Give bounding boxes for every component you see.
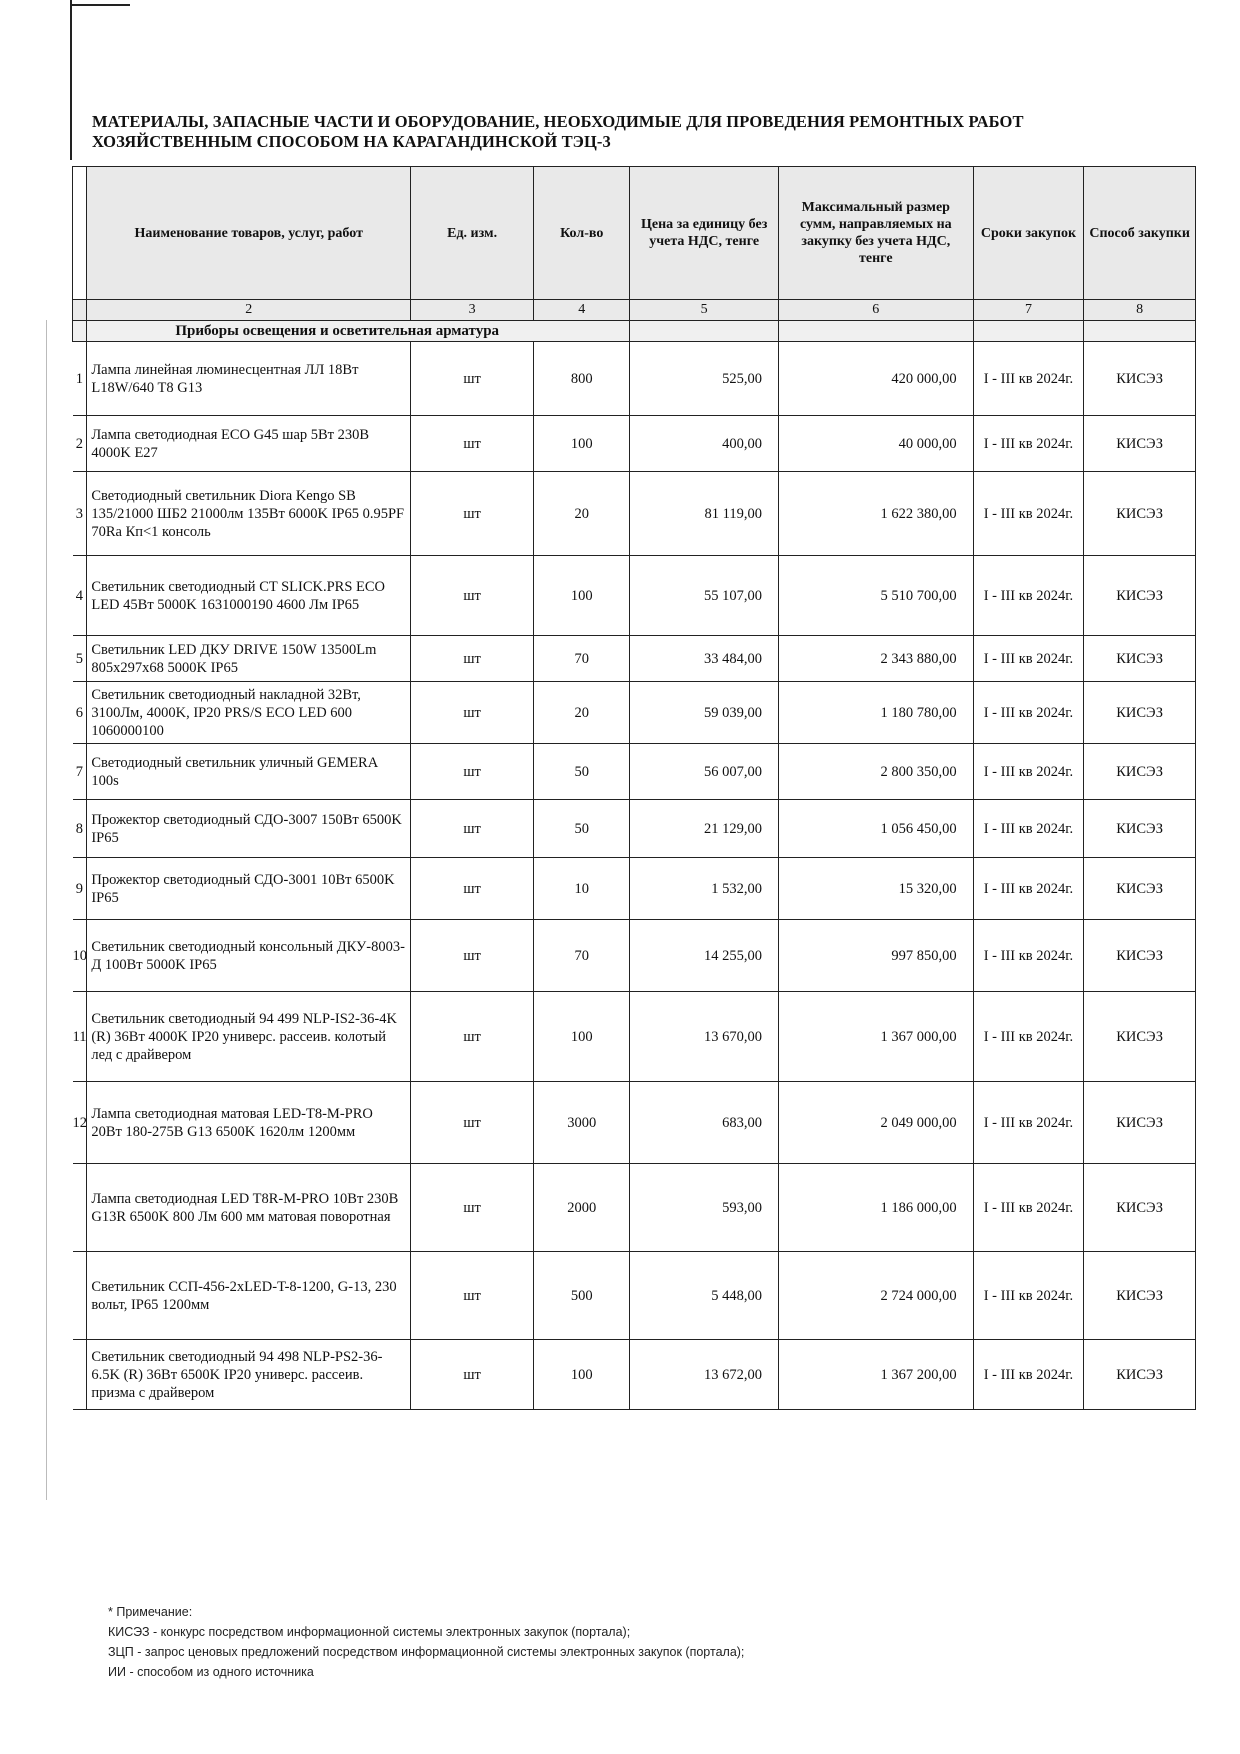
max-sum: 1 186 000,00 — [778, 1164, 973, 1252]
purchase-method: КИСЭЗ — [1084, 556, 1196, 636]
unit: шт — [411, 858, 534, 920]
unit-price: 13 670,00 — [630, 992, 779, 1082]
unit: шт — [411, 342, 534, 416]
table-row — [73, 342, 1196, 416]
quantity: 3000 — [534, 1082, 630, 1164]
purchase-method: КИСЭЗ — [1084, 682, 1196, 744]
quantity: 20 — [534, 682, 630, 744]
header-unit: Ед. изм. — [411, 167, 534, 300]
row-number: 12 — [73, 1082, 87, 1164]
header-name: Наименование товаров, услуг, работ — [87, 167, 411, 300]
item-name: Светильник светодиодный CT SLICK.PRS ECO LED 45Вт 5000K 1631000190 4600 Лм IP65 — [87, 556, 411, 636]
quantity: 10 — [534, 858, 630, 920]
quantity: 2000 — [534, 1164, 630, 1252]
purchase-term: I - III кв 2024г. — [973, 920, 1084, 992]
unit: шт — [411, 682, 534, 744]
table-body — [73, 342, 1196, 1410]
max-sum: 2 343 880,00 — [778, 636, 973, 682]
max-sum: 5 510 700,00 — [778, 556, 973, 636]
row-number: 10 — [73, 920, 87, 992]
table-row — [73, 636, 1196, 682]
quantity: 50 — [534, 800, 630, 858]
quantity: 100 — [534, 556, 630, 636]
row-number: 7 — [73, 744, 87, 800]
purchase-term: I - III кв 2024г. — [973, 858, 1084, 920]
item-name: Лампа линейная люминесцентная ЛЛ 18Вт L18W/640 T8 G13 — [87, 342, 411, 416]
purchase-term: I - III кв 2024г. — [973, 992, 1084, 1082]
table-row — [73, 1252, 1196, 1340]
purchase-term: I - III кв 2024г. — [973, 636, 1084, 682]
page-edge-line — [70, 0, 72, 160]
row-number — [73, 1340, 87, 1410]
purchase-method: КИСЭЗ — [1084, 1340, 1196, 1410]
column-index: 7 — [973, 300, 1084, 321]
table-row — [73, 992, 1196, 1082]
row-number: 8 — [73, 800, 87, 858]
purchase-method: КИСЭЗ — [1084, 744, 1196, 800]
max-sum: 1 367 000,00 — [778, 992, 973, 1082]
item-name: Лампа светодиодная матовая LED-T8-M-PRO 20Вт 180-275В G13 6500K 1620лм 1200мм — [87, 1082, 411, 1164]
header-price: Цена за единицу без учета НДС, тенге — [630, 167, 779, 300]
row-number: 5 — [73, 636, 87, 682]
quantity: 100 — [534, 992, 630, 1082]
quantity: 70 — [534, 636, 630, 682]
purchase-term: I - III кв 2024г. — [973, 342, 1084, 416]
page-edge-line — [70, 4, 130, 6]
table-row — [73, 556, 1196, 636]
table-row — [73, 1164, 1196, 1252]
purchase-method: КИСЭЗ — [1084, 1164, 1196, 1252]
unit-price: 400,00 — [630, 416, 779, 472]
item-name: Светильник светодиодный 94 498 NLP-PS2-36-6.5K (R) 36Вт 6500K IP20 универс. рассеив. призма с драйвером — [87, 1340, 411, 1410]
unit-price: 81 119,00 — [630, 472, 779, 556]
max-sum: 2 800 350,00 — [778, 744, 973, 800]
table-row — [73, 1082, 1196, 1164]
unit: шт — [411, 800, 534, 858]
unit: шт — [411, 992, 534, 1082]
purchase-term: I - III кв 2024г. — [973, 744, 1084, 800]
max-sum: 997 850,00 — [778, 920, 973, 992]
row-number: 9 — [73, 858, 87, 920]
note-line: ИИ - способом из одного источника — [108, 1665, 314, 1679]
max-sum: 1 622 380,00 — [778, 472, 973, 556]
header-num — [73, 167, 87, 300]
table-row — [73, 920, 1196, 992]
purchase-term: I - III кв 2024г. — [973, 800, 1084, 858]
header-max-sum: Максимальный размер сумм, направляемых на закупку без учета НДС, тенге — [778, 167, 973, 300]
row-number — [73, 1164, 87, 1252]
purchase-method: КИСЭЗ — [1084, 858, 1196, 920]
unit-price: 33 484,00 — [630, 636, 779, 682]
purchase-method: КИСЭЗ — [1084, 342, 1196, 416]
unit-price: 525,00 — [630, 342, 779, 416]
unit: шт — [411, 1082, 534, 1164]
table-row — [73, 858, 1196, 920]
column-index: 6 — [778, 300, 973, 321]
column-index: 3 — [411, 300, 534, 321]
unit: шт — [411, 1252, 534, 1340]
max-sum: 1 367 200,00 — [778, 1340, 973, 1410]
header-row — [73, 167, 1196, 300]
item-name: Лампа светодиодная LED T8R-M-PRO 10Вт 230В G13R 6500K 800 Лм 600 мм матовая поворотная — [87, 1164, 411, 1252]
purchase-method: КИСЭЗ — [1084, 920, 1196, 992]
purchase-term: I - III кв 2024г. — [973, 1340, 1084, 1410]
header-method: Способ закупки — [1084, 167, 1196, 300]
purchase-term: I - III кв 2024г. — [973, 1164, 1084, 1252]
purchase-method: КИСЭЗ — [1084, 800, 1196, 858]
note-line: ЗЦП - запрос ценовых предложений посредством информационной системы электронных закупок (портала); — [108, 1645, 745, 1659]
row-number: 4 — [73, 556, 87, 636]
unit-price: 13 672,00 — [630, 1340, 779, 1410]
item-name: Светильник светодиодный 94 499 NLP-IS2-36-4K (R) 36Вт 4000K IP20 универс. рассеив. колотый лед с драйвером — [87, 992, 411, 1082]
purchase-term: I - III кв 2024г. — [973, 472, 1084, 556]
purchase-method: КИСЭЗ — [1084, 1252, 1196, 1340]
document-title — [92, 112, 1172, 152]
unit: шт — [411, 556, 534, 636]
unit-price: 21 129,00 — [630, 800, 779, 858]
unit: шт — [411, 920, 534, 992]
quantity: 100 — [534, 1340, 630, 1410]
purchase-method: КИСЭЗ — [1084, 1082, 1196, 1164]
quantity: 70 — [534, 920, 630, 992]
quantity: 500 — [534, 1252, 630, 1340]
table-row — [73, 1340, 1196, 1410]
quantity: 50 — [534, 744, 630, 800]
footnotes — [108, 1602, 1108, 1682]
column-index-row — [73, 300, 1196, 321]
unit-price: 683,00 — [630, 1082, 779, 1164]
item-name: Светильник светодиодный консольный ДКУ-8003-Д 100Вт 5000K IP65 — [87, 920, 411, 992]
header-qty: Кол-во — [534, 167, 630, 300]
section-row — [73, 321, 1196, 342]
item-name: Прожектор светодиодный СДО-3007 150Вт 6500K IP65 — [87, 800, 411, 858]
row-number: 2 — [73, 416, 87, 472]
unit-price: 5 448,00 — [630, 1252, 779, 1340]
unit: шт — [411, 472, 534, 556]
procurement-table — [72, 166, 1196, 1410]
title-line-2: ХОЗЯЙСТВЕННЫМ СПОСОБОМ НА КАРАГАНДИНСКОЙ ТЭЦ-3 — [92, 132, 611, 151]
purchase-method: КИСЭЗ — [1084, 472, 1196, 556]
table-row — [73, 682, 1196, 744]
max-sum: 1 180 780,00 — [778, 682, 973, 744]
quantity: 20 — [534, 472, 630, 556]
unit-price: 55 107,00 — [630, 556, 779, 636]
row-number: 3 — [73, 472, 87, 556]
row-number: 1 — [73, 342, 87, 416]
column-index: 8 — [1084, 300, 1196, 321]
item-name: Светильник светодиодный накладной 32Вт, 3100Лм, 4000K, IP20 PRS/S ECO LED 600 1060000100 — [87, 682, 411, 744]
item-name: Светильник LED ДКУ DRIVE 150W 13500Lm 805x297x68 5000K IP65 — [87, 636, 411, 682]
max-sum: 420 000,00 — [778, 342, 973, 416]
quantity: 800 — [534, 342, 630, 416]
quantity: 100 — [534, 416, 630, 472]
unit: шт — [411, 1340, 534, 1410]
unit-price: 14 255,00 — [630, 920, 779, 992]
max-sum: 15 320,00 — [778, 858, 973, 920]
item-name: Светодиодный светильник уличный GEMERA 100s — [87, 744, 411, 800]
note-heading: * Примечание: — [108, 1605, 193, 1619]
max-sum: 1 056 450,00 — [778, 800, 973, 858]
unit-price: 56 007,00 — [630, 744, 779, 800]
purchase-term: I - III кв 2024г. — [973, 1082, 1084, 1164]
purchase-method: КИСЭЗ — [1084, 416, 1196, 472]
row-number — [73, 1252, 87, 1340]
table-row — [73, 472, 1196, 556]
note-line: КИСЭЗ - конкурс посредством информационной системы электронных закупок (портала); — [108, 1625, 631, 1639]
item-name: Светодиодный светильник Diora Kengo SB 135/21000 ШБ2 21000лм 135Вт 6000K IP65 0.95PF 70Ra Кп<1 консоль — [87, 472, 411, 556]
max-sum: 2 049 000,00 — [778, 1082, 973, 1164]
column-index: 4 — [534, 300, 630, 321]
unit: шт — [411, 1164, 534, 1252]
page-edge-line — [46, 320, 47, 1500]
section-title: Приборы освещения и осветительная арматура — [87, 321, 630, 342]
unit: шт — [411, 636, 534, 682]
max-sum: 40 000,00 — [778, 416, 973, 472]
column-index: 2 — [87, 300, 411, 321]
purchase-method: КИСЭЗ — [1084, 992, 1196, 1082]
unit-price: 1 532,00 — [630, 858, 779, 920]
purchase-term: I - III кв 2024г. — [973, 416, 1084, 472]
header-term: Сроки закупок — [973, 167, 1084, 300]
item-name: Светильник ССП-456-2xLED-T-8-1200, G-13, 230 вольт, IP65 1200мм — [87, 1252, 411, 1340]
max-sum: 2 724 000,00 — [778, 1252, 973, 1340]
title-line-1: МАТЕРИАЛЫ, ЗАПАСНЫЕ ЧАСТИ И ОБОРУДОВАНИЕ, НЕОБХОДИМЫЕ ДЛЯ ПРОВЕДЕНИЯ РЕМОНТНЫХ РАБОТ — [92, 112, 1024, 131]
table-row — [73, 800, 1196, 858]
unit: шт — [411, 416, 534, 472]
purchase-term: I - III кв 2024г. — [973, 1252, 1084, 1340]
item-name: Прожектор светодиодный СДО-3001 10Вт 6500K IP65 — [87, 858, 411, 920]
unit-price: 59 039,00 — [630, 682, 779, 744]
purchase-method: КИСЭЗ — [1084, 636, 1196, 682]
table-row — [73, 744, 1196, 800]
column-index — [73, 300, 87, 321]
purchase-term: I - III кв 2024г. — [973, 682, 1084, 744]
unit-price: 593,00 — [630, 1164, 779, 1252]
row-number: 11 — [73, 992, 87, 1082]
table-row — [73, 416, 1196, 472]
purchase-term: I - III кв 2024г. — [973, 556, 1084, 636]
item-name: Лампа светодиодная ECO G45 шар 5Вт 230В 4000K E27 — [87, 416, 411, 472]
unit: шт — [411, 744, 534, 800]
column-index: 5 — [630, 300, 779, 321]
row-number: 6 — [73, 682, 87, 744]
